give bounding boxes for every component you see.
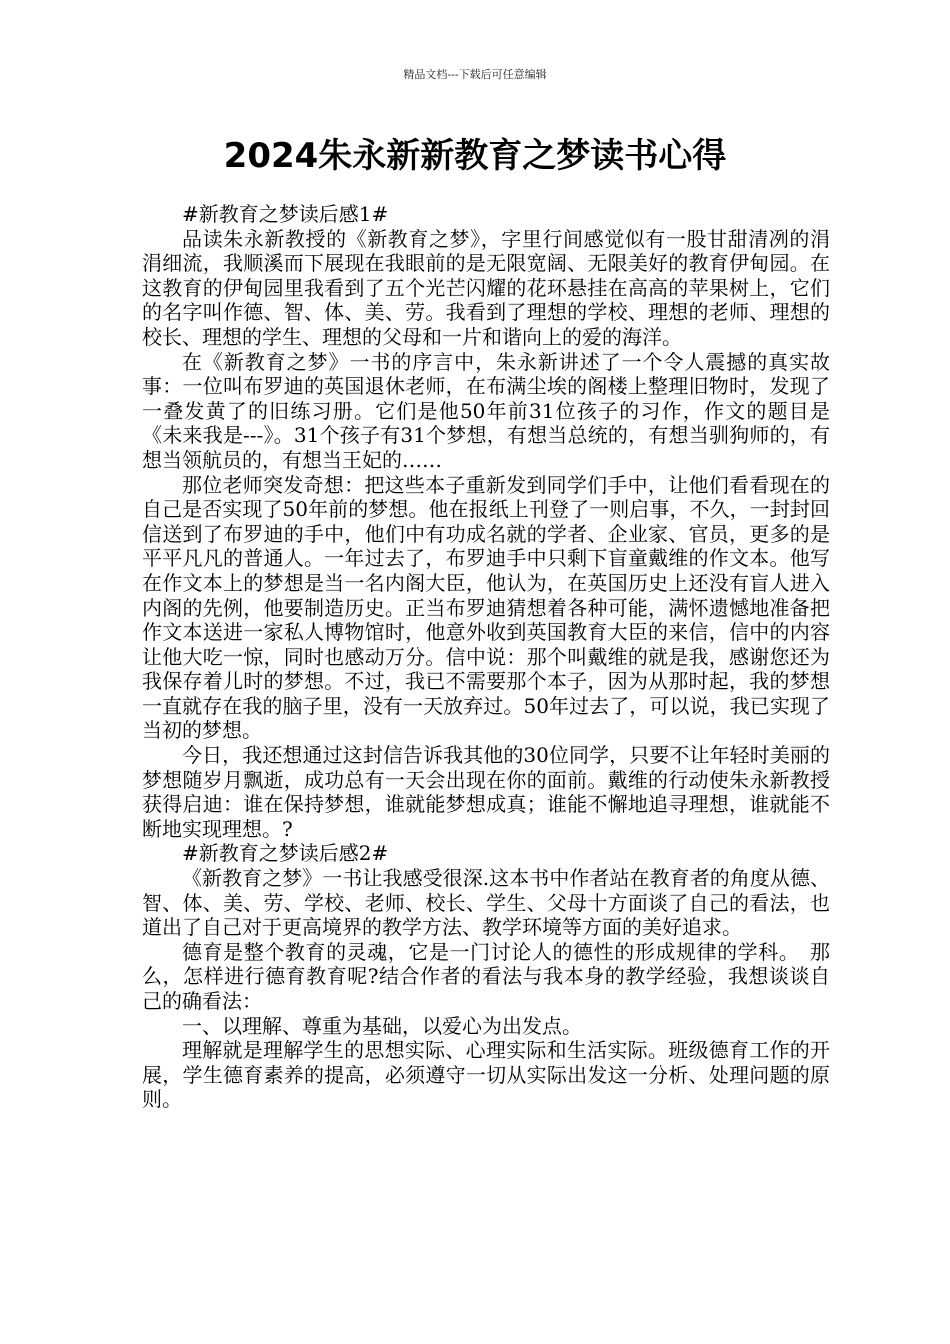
paragraph: #新教育之梦读后感1# [182,202,389,226]
paragraph: 今日，我还想通过这封信告诉我其他的30位同学，只要不让年轻时美丽的梦想随岁月飘逝，成功总有一天会出现在你的面前。戴维的行动使朱永新教授获得启迪：谁在保持梦想，谁就能梦想成真；谁能不懈地追寻理想，谁就能不断地实现理想。? [142,743,830,841]
paragraph: 德育是整个教育的灵魂，它是一门讨论人的德性的形成规律的学科。 那么，怎样进行德育教育呢?结合作者的看法与我本身的教学经验，我想谈谈自己的确看法： [142,939,830,1013]
paragraph: 品读朱永新教授的《新教育之梦》，字里行间感觉似有一股甘甜清冽的涓涓细流，我顺溪而下展现在我眼前的是无限宽阔、无限美好的教育伊甸园。在这教育的伊甸园里我看到了五个光芒闪耀的花环悬挂在高高的苹果树上，它们的名字叫作德、智、体、美、劳。我看到了理想的学校、理想的老师、理想的校长、理想的学生、理想的父母和一片和谐向上的爱的海洋。 [142,226,830,349]
paragraph: #新教育之梦读后感2# [182,841,389,866]
document-body [142,202,830,1112]
header-note: 精品文档---下载后可任意编辑 [403,68,547,81]
paragraph: 《新教育之梦》一书让我感受很深.这本书中作者站在教育者的角度从德、智、体、美、劳、学校、老师、校长、学生、父母十方面谈了自己的看法，也道出了自己对于更高境界的教学方法、教学环境等方面的美好追求。 [142,866,830,940]
paragraph: 在《新教育之梦》一书的序言中，朱永新讲述了一个令人震撼的真实故事：一位叫布罗迪的英国退休老师，在布满尘埃的阁楼上整理旧物时，发现了一叠发黄了的旧练习册。它们是他50年前31位孩子的习作，作文的题目是《未来我是---》。31个孩子有31个梦想，有想当总统的，有想当驯狗师的，有想当领航员的，有想当王妃的…… [142,349,830,472]
paragraph: 理解就是理解学生的思想实际、心理实际和生活实际。班级德育工作的开展，学生德育素养的提高，必须遵守一切从实际出发这一分析、处理问题的原则。 [142,1038,830,1112]
document-title: 2024朱永新新教育之梦读书心得 [223,136,727,176]
paragraph: 一、以理解、尊重为基础，以爱心为出发点。 [182,1013,582,1038]
paragraph: 那位老师突发奇想：把这些本子重新发到同学们手中，让他们看看现在的自己是否实现了50年前的梦想。他在报纸上刊登了一则启事，不久，一封封回信送到了布罗迪的手中，他们中有功成名就的学者、企业家、官员，更多的是平平凡凡的普通人。一年过去了，布罗迪手中只剩下盲童戴维的作文本。他写在作文本上的梦想是当一名内阁大臣，他认为，在英国历史上还没有盲人进入内阁的先例，他要制造历史。正当布罗迪猜想着各种可能，满怀遗憾地准备把作文本送进一家私人博物馆时，他意外收到英国教育大臣的来信，信中的内容让他大吃一惊，同时也感动万分。信中说：那个叫戴维的就是我，感谢您还为我保存着儿时的梦想。不过，我已不需要那个本子，因为从那时起，我的梦想一直就存在我的脑子里，没有一天放弃过。50年过去了，可以说，我已实现了当初的梦想。 [142,472,830,743]
